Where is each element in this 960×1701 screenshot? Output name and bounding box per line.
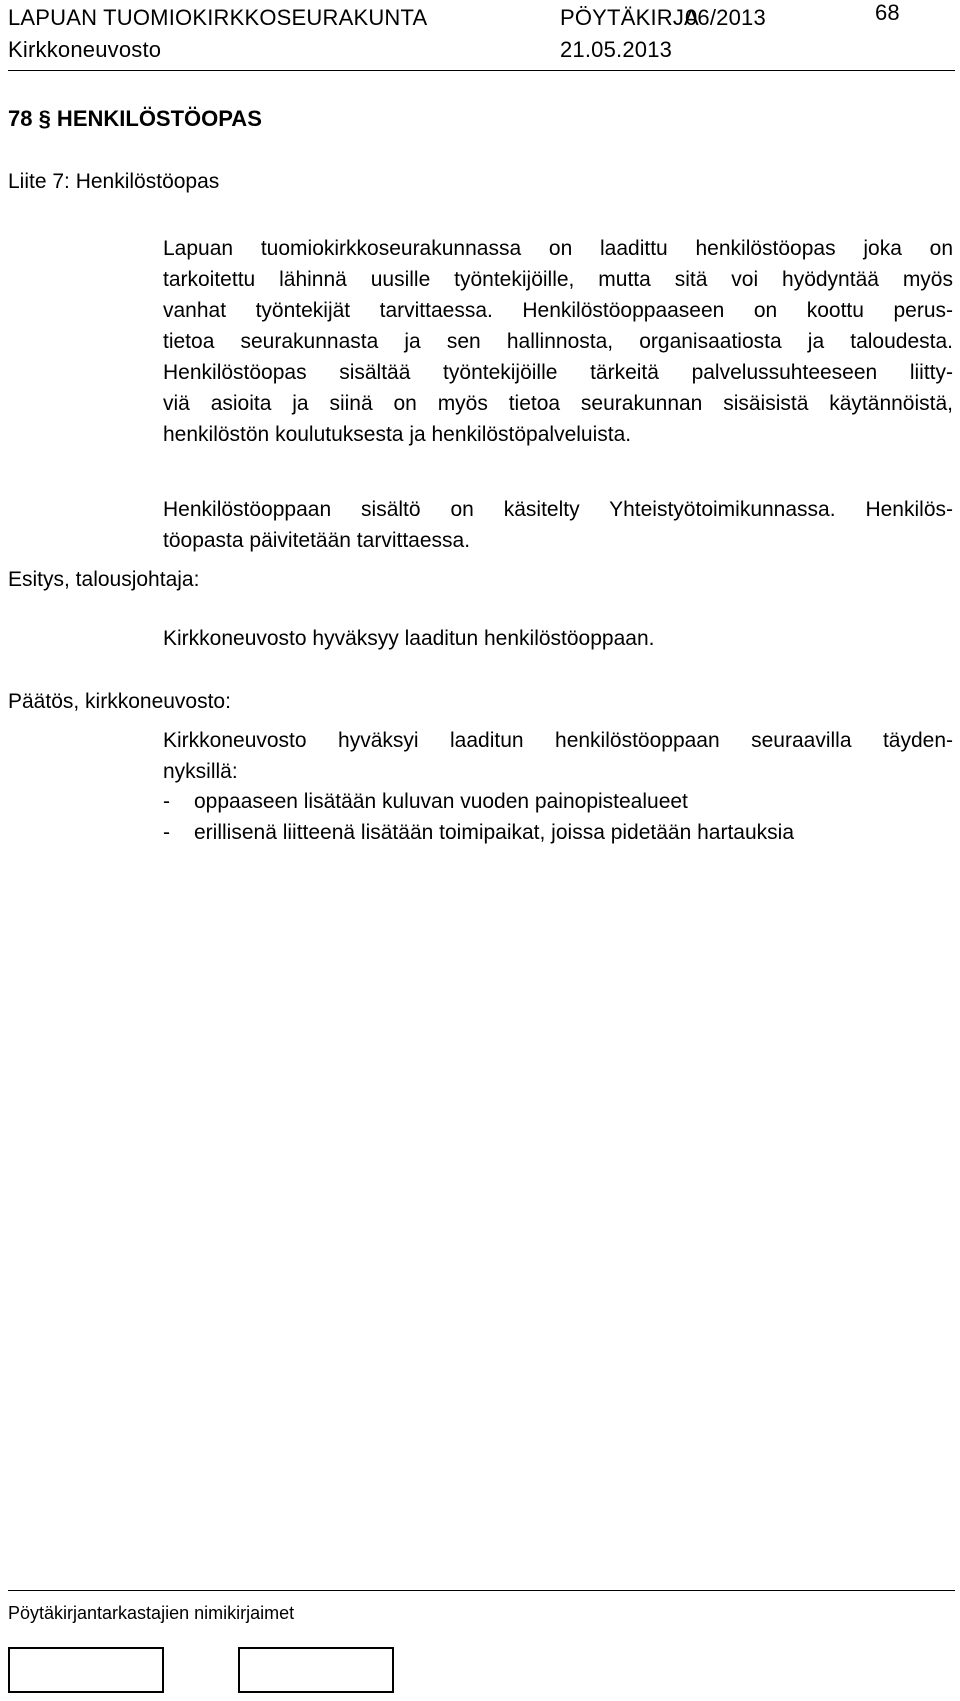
decision-paragraph xyxy=(163,725,953,787)
proposal-label: Esitys, talousjohtaja: xyxy=(8,568,200,591)
decision-bullet-item: oppaaseen lisätään kuluvan vuoden painopistealueet xyxy=(194,790,688,813)
proposal-text: Kirkkoneuvosto hyväksyy laaditun henkilöstöoppaan. xyxy=(163,627,655,650)
paragraph-line: vanhat työntekijät tarvittaessa. Henkilöstöoppaaseen on koottu perus- xyxy=(163,299,953,322)
header-doc-number: 06/2013 xyxy=(685,5,766,30)
footer-rule xyxy=(8,1590,955,1591)
paragraph-line: töopasta päivitetään tarvittaessa. xyxy=(163,529,471,552)
paragraph-line: tarkoitettu lähinnä uusille työntekijöille, mutta sitä voi hyödyntää myös xyxy=(163,268,953,291)
signature-initials-box xyxy=(238,1647,394,1693)
paragraph-line: Henkilöstöoppaan sisältö on käsitelty Yhteistyötoimikunnassa. Henkilös- xyxy=(163,498,953,521)
section-title: 78 § HENKILÖSTÖOPAS xyxy=(8,106,262,131)
header-doc-type: PÖYTÄKIRJA xyxy=(560,5,699,30)
bullet-marker: - xyxy=(163,790,170,813)
header-org: LAPUAN TUOMIOKIRKKOSEURAKUNTA xyxy=(8,5,428,30)
paragraph-line: henkilöstön koulutuksesta ja henkilöstöpalveluista. xyxy=(163,423,632,446)
paragraph-line: Henkilöstöopas sisältää työntekijöille tärkeitä palvelussuhteeseen liitty- xyxy=(163,361,953,384)
paragraph-line: nyksillä: xyxy=(163,760,238,783)
header-body: Kirkkoneuvosto xyxy=(8,37,162,62)
header-date: 21.05.2013 xyxy=(560,37,673,62)
signature-initials-box xyxy=(8,1647,164,1693)
paragraph-line: Kirkkoneuvosto hyväksyi laaditun henkilöstöoppaan seuraavilla täyden- xyxy=(163,729,953,752)
bullet-marker: - xyxy=(163,821,170,844)
attachment-reference: Liite 7: Henkilöstöopas xyxy=(8,170,220,193)
body-paragraph-1 xyxy=(163,233,953,450)
body-paragraph-2 xyxy=(163,494,953,556)
signatures-label: Pöytäkirjantarkastajien nimikirjaimet xyxy=(8,1603,295,1623)
page-number: 68 xyxy=(875,0,900,25)
decision-label: Päätös, kirkkoneuvosto: xyxy=(8,690,231,713)
paragraph-line: tietoa seurakunnasta ja sen hallinnosta, organisaatiosta ja taloudesta. xyxy=(163,330,953,353)
decision-bullet-item: erillisenä liitteenä lisätään toimipaikat, joissa pidetään hartauksia xyxy=(194,821,795,844)
paragraph-line: Lapuan tuomiokirkkoseurakunnassa on laadittu henkilöstöopas joka on xyxy=(163,237,953,260)
paragraph-line: viä asioita ja siinä on myös tietoa seurakunnan sisäisistä käytännöistä, xyxy=(163,392,953,415)
header-rule xyxy=(8,70,955,71)
